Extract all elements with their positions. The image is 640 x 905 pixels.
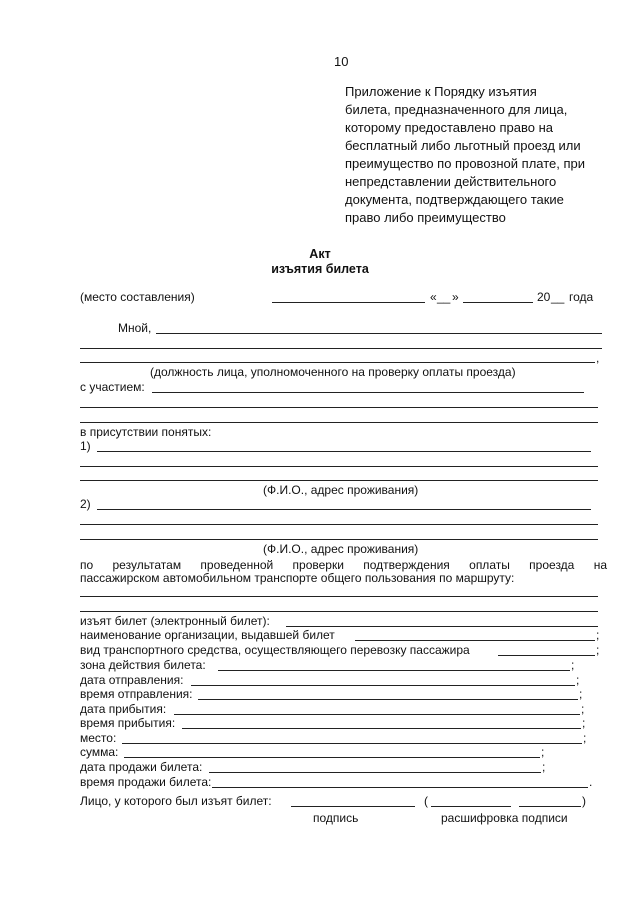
person-label: Лицо, у которого был изъят билет: [80, 794, 272, 808]
witness2-blank[interactable] [97, 509, 591, 510]
field-ticket-label: изъят билет (электронный билет): [80, 614, 270, 628]
paren-close: ) [582, 794, 586, 808]
appendix-line: преимущество по провозной плате, при [345, 156, 586, 171]
field-departure-time-blank[interactable] [198, 699, 578, 700]
inspection-text-2: пассажирском автомобильном транспорте общего пользования по маршруту: [80, 571, 515, 585]
field-zone-end: ; [571, 658, 575, 672]
witness1-blank[interactable] [97, 451, 591, 452]
field-arrival-date-blank[interactable] [174, 714, 580, 715]
position-line[interactable] [80, 348, 602, 349]
witness2-caption: (Ф.И.О., адрес проживания) [263, 542, 419, 556]
field-departure-date-label: дата отправления: [80, 673, 184, 687]
route-line[interactable] [80, 596, 598, 597]
field-departure-time-label: время отправления: [80, 687, 193, 701]
decoding-blank-1[interactable] [431, 806, 511, 807]
signature-blank[interactable] [291, 806, 415, 807]
field-arrival-time-label: время прибытия: [80, 716, 176, 730]
participation-label: с участием: [80, 380, 145, 394]
position-caption: (должность лица, уполномоченного на проверку оплаты проезда) [150, 365, 516, 379]
inspection-text: по результатам проведенной проверки подтверждения оплаты проезда на [80, 558, 607, 572]
comma: , [596, 351, 600, 365]
date-quote-close: » [452, 290, 459, 304]
field-place-label: место: [80, 731, 117, 745]
date-quote-open: « [430, 290, 437, 304]
field-sale-time-label: время продажи билета: [80, 775, 212, 789]
year-word: года [569, 290, 594, 304]
date-day-blank[interactable]: __ [437, 290, 451, 304]
field-organization-blank[interactable] [355, 640, 595, 641]
field-sale-time-end: . [589, 775, 593, 789]
witnesses-label: в присутствии понятых: [80, 425, 212, 439]
field-arrival-date-end: ; [581, 702, 585, 716]
field-place-blank[interactable] [122, 743, 582, 744]
field-vehicle-end: ; [596, 643, 600, 657]
field-sale-date-label: дата продажи билета: [80, 760, 203, 774]
field-amount-blank[interactable] [124, 757, 540, 758]
participation-line[interactable] [80, 407, 598, 408]
field-arrival-time-end: ; [582, 716, 586, 730]
field-departure-date-end: ; [576, 673, 580, 687]
date-month-blank[interactable] [463, 302, 533, 303]
appendix-line: бесплатный либо льготный проезд или [345, 138, 581, 153]
page-number: 10 [334, 54, 349, 69]
witness1-line[interactable] [80, 480, 598, 481]
field-vehicle-label: вид транспортного средства, осуществляющего перевозку пассажира [80, 643, 470, 657]
position-line[interactable] [80, 362, 595, 363]
field-organization-end: ; [596, 628, 600, 642]
decoding-blank-2[interactable] [519, 806, 581, 807]
place-label: (место составления) [80, 290, 195, 304]
appendix-line: которому предоставлено право на [345, 120, 553, 135]
paren-open: ( [424, 794, 428, 808]
document-title: Акт [309, 247, 331, 261]
appendix-line: право либо преимущество [345, 210, 506, 225]
year-blank[interactable]: __ [551, 290, 565, 304]
field-arrival-date-label: дата прибытия: [80, 702, 167, 716]
field-departure-time-end: ; [579, 687, 583, 701]
witness1-line[interactable] [80, 466, 598, 467]
by-me-label: Мной, [118, 321, 152, 335]
signature-caption: подпись [313, 811, 359, 825]
participation-line[interactable] [80, 422, 598, 423]
field-zone-label: зона действия билета: [80, 658, 206, 672]
appendix-line: Приложение к Порядку изъятия [345, 84, 537, 99]
field-amount-label: сумма: [80, 745, 119, 759]
witness2-number: 2) [80, 497, 91, 511]
field-arrival-time-blank[interactable] [182, 728, 581, 729]
field-ticket-blank[interactable] [286, 626, 598, 627]
witness2-line[interactable] [80, 539, 598, 540]
field-organization-label: наименование организации, выдавшей билет [80, 628, 335, 642]
year-prefix: 20 [537, 290, 551, 304]
field-amount-end: ; [541, 745, 545, 759]
field-departure-date-blank[interactable] [191, 685, 575, 686]
field-sale-time-blank[interactable] [212, 787, 588, 788]
witness1-number: 1) [80, 439, 91, 453]
decoding-caption: расшифровка подписи [441, 811, 568, 825]
appendix-line: билета, предназначенного для лица, [345, 102, 568, 117]
by-me-blank[interactable] [156, 333, 602, 334]
document-subtitle: изъятия билета [271, 262, 369, 276]
route-line[interactable] [80, 611, 598, 612]
witness2-line[interactable] [80, 524, 598, 525]
field-place-end: ; [583, 731, 587, 745]
place-blank[interactable] [272, 302, 425, 303]
appendix-line: непредставлении действительного [345, 174, 557, 189]
field-sale-date-blank[interactable] [209, 772, 541, 773]
field-vehicle-blank[interactable] [498, 655, 595, 656]
field-zone-blank[interactable] [218, 670, 570, 671]
appendix-line: документа, подтверждающего такие [345, 192, 564, 207]
witness1-caption: (Ф.И.О., адрес проживания) [263, 483, 419, 497]
participation-blank[interactable] [152, 392, 584, 393]
appendix-note [345, 83, 620, 227]
field-sale-date-end: ; [542, 760, 546, 774]
